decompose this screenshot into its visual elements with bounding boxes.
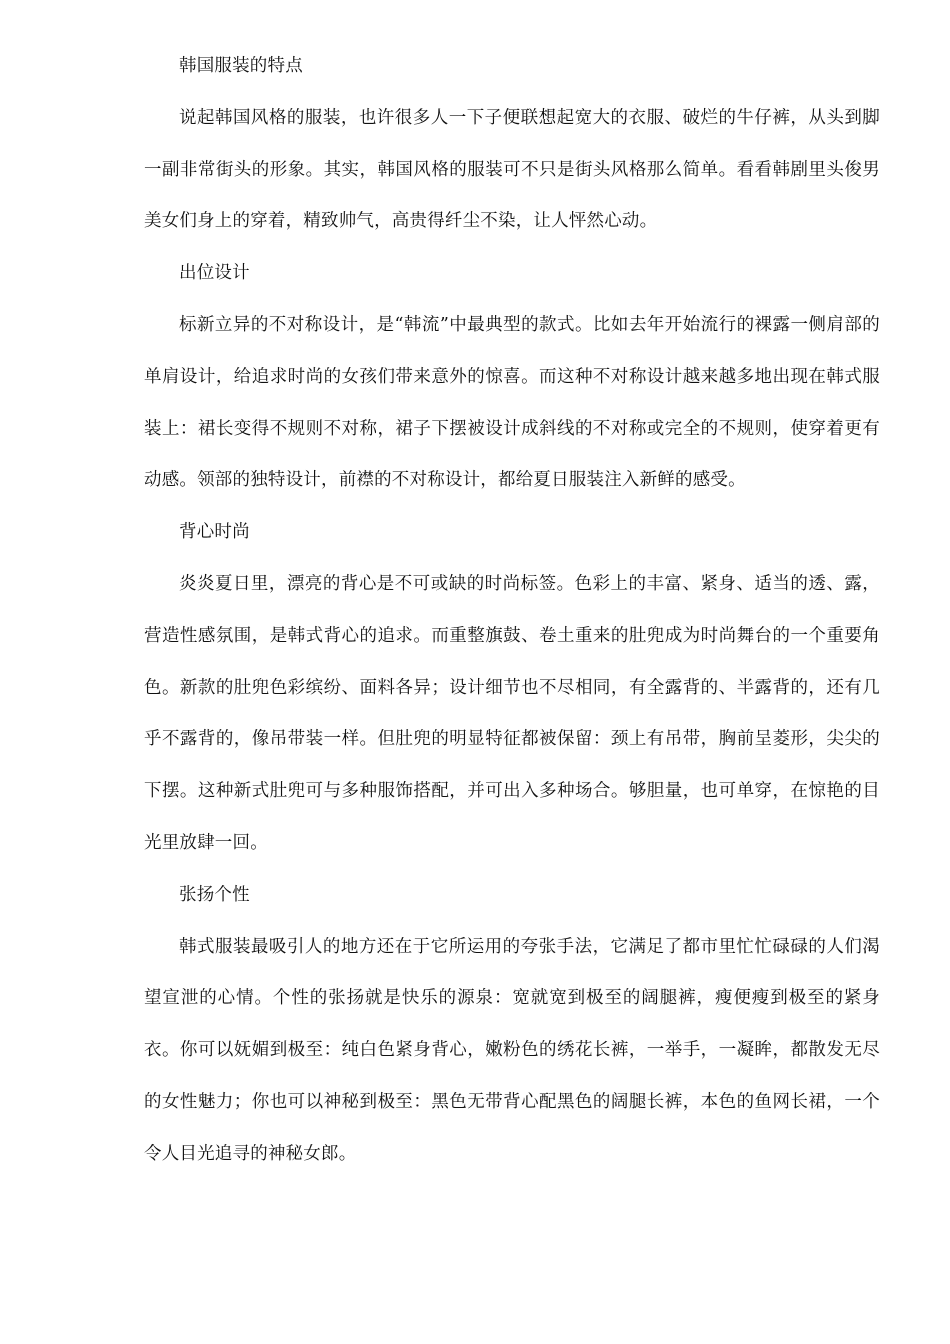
section-paragraph: 标新立异的不对称设计，是“韩流”中最典型的款式。比如去年开始流行的裸露一侧肩部的单肩设计，给追求时尚的女孩们带来意外的惊喜。而这种不对称设计越来越多地出现在韩式服装上：裙长变得不规则不对称，裙子下摆被设计成斜线的不对称或完全的不规则，使穿着更有动感。领部的独特设计，前襟的不对称设计，都给夏日服装注入新鲜的感受。 [144,314,880,491]
section-paragraph: 韩式服装最吸引人的地方还在于它所运用的夸张手法，它满足了都市里忙忙碌碌的人们渴望宣泄的心情。个性的张扬就是快乐的源泉：宽就宽到极至的阔腿裤，瘦便瘦到极至的紧身衣。你可以妩媚到极至：纯白色紧身背心，嫩粉色的绣花长裤，一举手，一凝眸，都散发无尽的女性魅力；你也可以神秘到极至：黑色无带背心配黑色的阔腿长裤，本色的鱼网长裙，一个令人目光追寻的神秘女郎。 [144,936,880,1164]
document-page [144,41,880,1181]
section-heading: 出位设计 [179,263,250,284]
section-heading: 背心时尚 [179,522,250,543]
section-paragraph: 炎炎夏日里，漂亮的背心是不可或缺的时尚标签。色彩上的丰富、紧身、适当的透、露，营造性感氛围，是韩式背心的追求。而重整旗鼓、卷土重来的肚兜成为时尚舞台的一个重要角色。新款的肚兜色彩缤纷、面料各异；设计细节也不尽相同，有全露背的、半露背的，还有几乎不露背的，像吊带装一样。但肚兜的明显特征都被保留：颈上有吊带，胸前呈菱形，尖尖的下摆。这种新式肚兜可与多种服饰搭配，并可出入多种场合。够胆量，也可单穿，在惊艳的目光里放肆一回。 [144,573,880,853]
section-heading: 张扬个性 [179,884,250,905]
section-paragraph: 说起韩国风格的服装，也许很多人一下子便联想起宽大的衣服、破烂的牛仔裤，从头到脚一副非常街头的形象。其实，韩国风格的服装可不只是街头风格那么简单。看看韩剧里头俊男美女们身上的穿着，精致帅气，高贵得纤尘不染，让人怦然心动。 [144,107,880,232]
section-heading: 韩国服装的特点 [179,56,303,76]
